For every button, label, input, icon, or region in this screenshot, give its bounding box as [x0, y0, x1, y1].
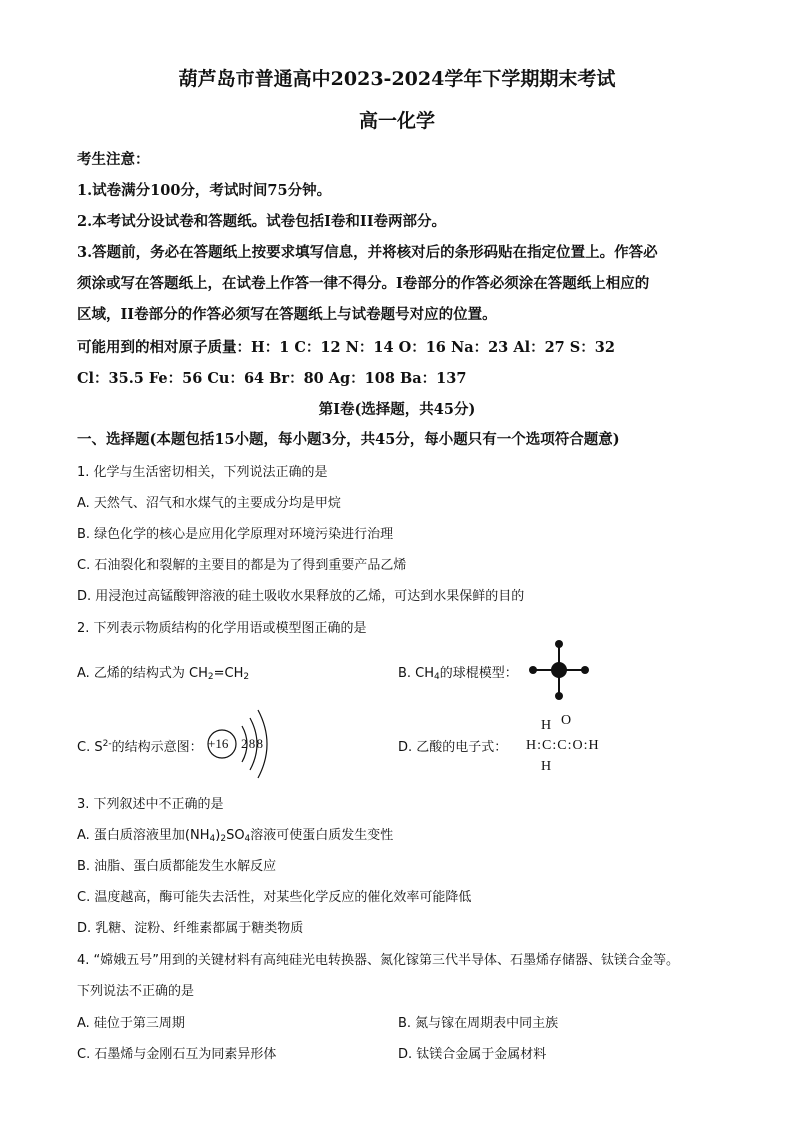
- nucleus-label: +16: [208, 736, 229, 751]
- q3-option-c: C. 温度越高，酶可能失去活性，对某些化学反应的催化效率可能降低: [77, 890, 472, 905]
- q1-option-a: A. 天然气、沼气和水煤气的主要成分均是甲烷: [77, 496, 341, 511]
- q1-stem: 1. 化学与生活密切相关，下列说法正确的是: [77, 465, 328, 480]
- notice-item-1: 1.试卷满分100分，考试时间75分钟。: [77, 182, 332, 199]
- electron-formula-middle: H:C:C:O:H: [526, 738, 600, 753]
- q4-option-d: D. 钛镁合金属于金属材料: [398, 1047, 547, 1062]
- q1-option-c: C. 石油裂化和裂解的主要目的都是为了得到重要产品乙烯: [77, 558, 407, 573]
- part-title: 第I卷(选择题，共45分): [318, 401, 476, 418]
- q2-option-b: B. $CH_4$的球棍模型：: [398, 666, 518, 682]
- electron-formula-top-h: H: [541, 718, 552, 733]
- q1-option-d: D. 用浸泡过高锰酸钾溶液的硅土吸收水果释放的乙烯，可达到水果保鲜的目的: [77, 589, 525, 604]
- electron-formula-top-o: O: [561, 713, 572, 728]
- q2-option-a: A. 乙烯的结构式为 $CH_2=CH_2$: [77, 666, 250, 682]
- section-instruction: 一、选择题(本题包括15小题，每小题3分，共45分，每小题只有一个选项符合题意): [77, 431, 620, 448]
- q3-option-d: D. 乳糖、淀粉、纤维素都属于糖类物质: [77, 921, 304, 936]
- q2-option-c: C. $S^{2-}$的结构示意图：: [77, 739, 203, 755]
- q3-option-a: A. 蛋白质溶液里加$(NH_4)_2SO_4$溶液可使蛋白质发生变性: [77, 828, 394, 844]
- notice-item-3-cont2: 区域，II卷部分的作答必须写在答题纸上与试卷题号对应的位置。: [77, 306, 497, 323]
- q4-stem: 4. “嫦娥五号”用到的关键材料有高纯硅光电转换器、氮化镓第三代半导体、石墨烯存储器、钛镁合金等。: [77, 953, 680, 968]
- q4-stem-cont: 下列说法不正确的是: [77, 984, 195, 999]
- electron-formula-bottom-h: H: [541, 759, 552, 774]
- notice-heading: 考生注意：: [77, 151, 150, 168]
- q2-option-d: D. 乙酸的电子式：: [398, 740, 508, 755]
- notice-item-3-cont: 须涂或写在答题纸上，在试卷上作答一律不得分。I卷部分的作答必须涂在答题纸上相应的: [77, 275, 650, 292]
- q3-option-b: B. 油脂、蛋白质都能发生水解反应: [77, 859, 277, 874]
- atomic-mass-line-2: Cl：35.5 Fe：56 Cu：64 Br：80 Ag：108 Ba：137: [77, 370, 467, 387]
- exam-title: 葫芦岛市普通高中2023-2024学年下学期期末考试: [178, 68, 616, 90]
- atomic-mass-line-1: 可能用到的相对原子质量：H：1 C：12 N：14 O：16 Na：23 Al：27 S：32: [77, 339, 615, 356]
- q1-option-b: B. 绿色化学的核心是应用化学原理对环境污染进行治理: [77, 527, 394, 542]
- ch4-ball-stick-model: [522, 636, 592, 706]
- notice-item-3: 3.答题前，务必在答题纸上按要求填写信息，并将核对后的条形码贴在指定位置上。作答必: [77, 244, 658, 261]
- q2-stem: 2. 下列表示物质结构的化学用语或模型图正确的是: [77, 621, 367, 636]
- notice-item-2: 2.本考试分设试卷和答题纸。试卷包括I卷和II卷两部分。: [77, 213, 446, 230]
- q4-option-a: A. 硅位于第三周期: [77, 1016, 185, 1031]
- q4-option-c: C. 石墨烯与金刚石互为同素异形体: [77, 1047, 277, 1062]
- exam-subtitle: 高一化学: [358, 110, 435, 132]
- q3-stem: 3. 下列叙述中不正确的是: [77, 797, 224, 812]
- q4-option-b: B. 氮与镓在周期表中同主族: [398, 1016, 559, 1031]
- electron-shell-counts: 2 8 8: [241, 736, 262, 751]
